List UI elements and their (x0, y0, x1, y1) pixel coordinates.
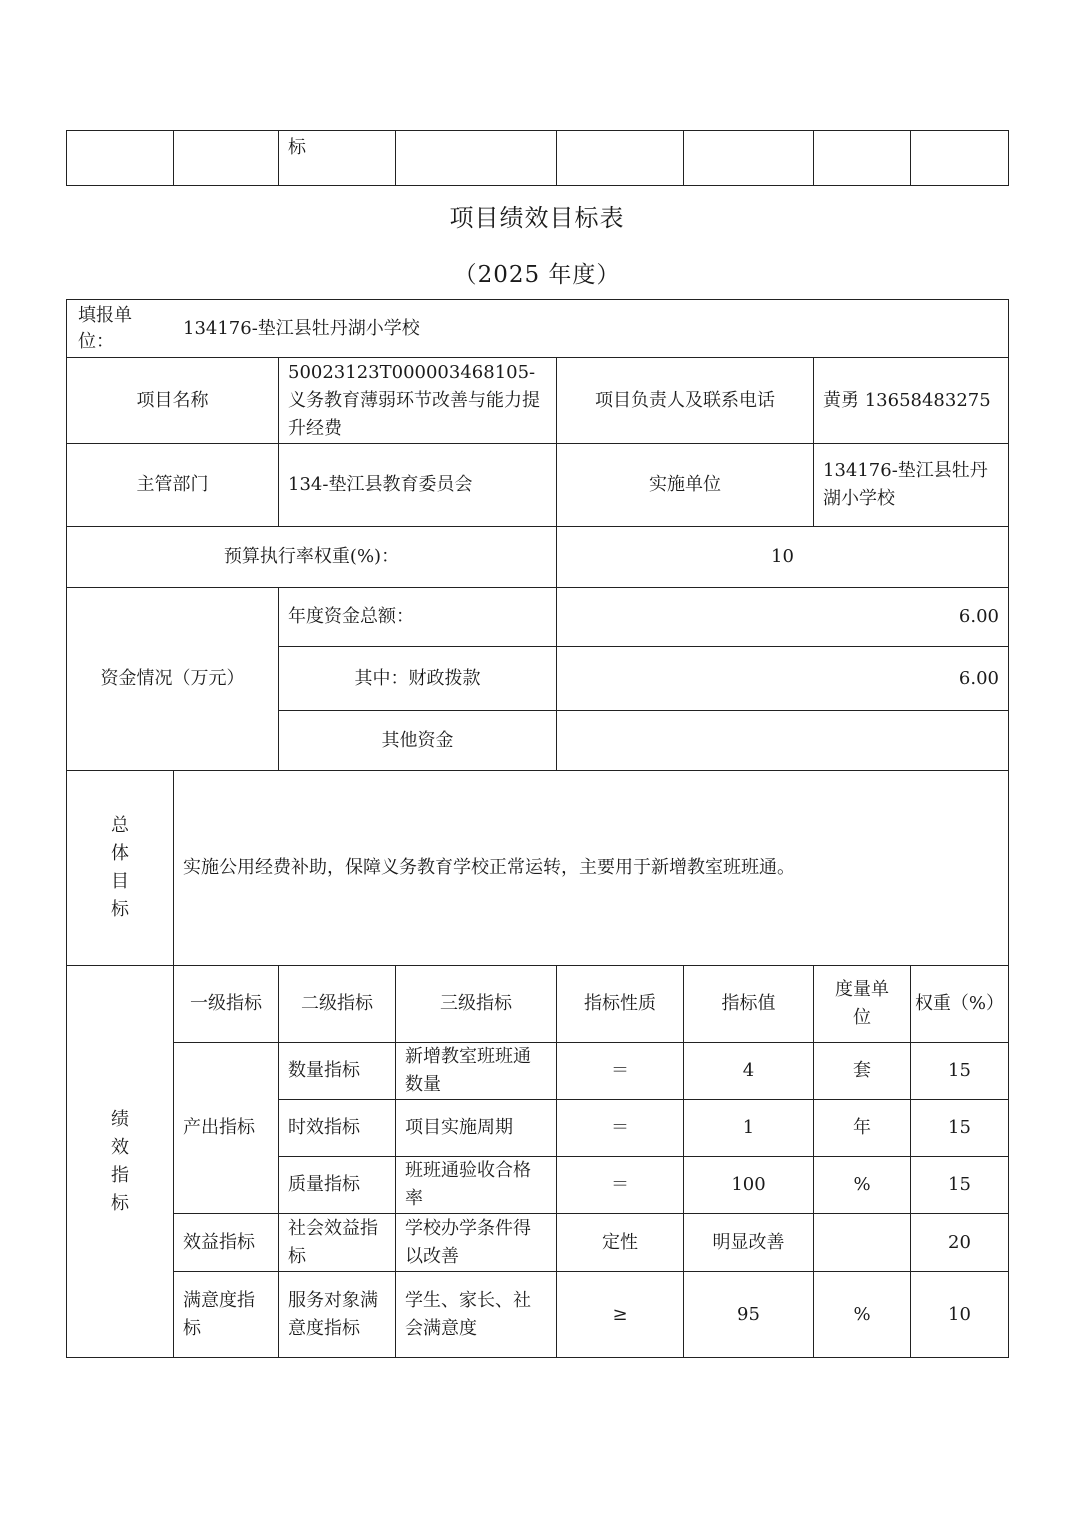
unit-cell: % (814, 1157, 911, 1214)
header-cell: 一级指标 (174, 966, 279, 1043)
fund-fiscal-value: 6.00 (557, 647, 1009, 711)
unit-cell: % (814, 1272, 911, 1358)
budget-weight-value: 10 (557, 527, 1009, 588)
budget-weight-label: 预算执行率权重(%)： (67, 527, 557, 588)
header-cell: 指标值 (684, 966, 814, 1043)
value-cell: 95 (684, 1272, 814, 1358)
budget-weight-row (67, 527, 1009, 588)
contact-label: 项目负责人及联系电话 (557, 358, 814, 444)
project-name-label: 项目名称 (67, 358, 279, 444)
contact-value: 黄勇 13658483275 (814, 358, 1009, 444)
fragment-cell (911, 131, 1009, 186)
unit-cell: 套 (814, 1043, 911, 1100)
unit-value: 134176-垫江县牡丹湖小学校 (183, 317, 420, 339)
fragment-cell-text: 标 (279, 131, 396, 186)
nature-cell: ＝ (557, 1157, 684, 1214)
project-name-value: 50023123T000003468105-义务教育薄弱环节改善与能力提升经费 (279, 358, 557, 444)
impl-value: 134176-垫江县牡丹湖小学校 (814, 444, 1009, 527)
fund-fiscal-label: 其中：财政拨款 (279, 647, 557, 711)
unit-cell: 年 (814, 1100, 911, 1157)
l2-cell: 数量指标 (279, 1043, 396, 1100)
dept-value: 134-垫江县教育委员会 (279, 444, 557, 527)
header-cell: 权重（%） (911, 966, 1009, 1043)
nature-cell: 定性 (557, 1214, 684, 1272)
previous-table-fragment (66, 130, 1009, 186)
impl-label: 实施单位 (557, 444, 814, 527)
fragment-cell (174, 131, 279, 186)
l3-cell: 项目实施周期 (396, 1100, 557, 1157)
table-row (67, 1214, 1009, 1272)
nature-cell: ≥ (557, 1272, 684, 1358)
nature-cell: ＝ (557, 1100, 684, 1157)
fragment-cell (684, 131, 814, 186)
goal-label-cell (67, 771, 174, 966)
header-cell: 指标性质 (557, 966, 684, 1043)
weight-cell: 15 (911, 1043, 1009, 1100)
header-cell: 二级指标 (279, 966, 396, 1043)
fund-other-value (557, 711, 1009, 771)
unit-label: 填报单位： (78, 304, 132, 352)
fund-label: 资金情况（万元） (67, 588, 279, 771)
l3-cell: 新增教室班班通数量 (396, 1043, 557, 1100)
l2-cell: 服务对象满意度指标 (279, 1272, 396, 1358)
l1-cell: 产出指标 (174, 1043, 279, 1214)
header-cell: 度量单位 (814, 966, 911, 1043)
l3-cell: 学生、家长、社会满意度 (396, 1272, 557, 1358)
table-row (67, 1272, 1009, 1358)
value-cell: 100 (684, 1157, 814, 1214)
performance-target-table (66, 299, 1009, 1358)
fund-other-label: 其他资金 (279, 711, 557, 771)
l1-cell: 效益指标 (174, 1214, 279, 1272)
l2-cell: 质量指标 (279, 1157, 396, 1214)
table-row (67, 1043, 1009, 1100)
fragment-cell (67, 131, 174, 186)
l3-cell: 学校办学条件得以改善 (396, 1214, 557, 1272)
weight-cell: 15 (911, 1157, 1009, 1214)
goal-text: 实施公用经费补助，保障义务教育学校正常运转，主要用于新增教室班班通。 (174, 771, 1009, 966)
weight-cell: 20 (911, 1214, 1009, 1272)
perf-label: 绩效指标 (111, 1108, 129, 1214)
indicator-header-row (67, 966, 1009, 1043)
weight-cell: 15 (911, 1100, 1009, 1157)
dept-label: 主管部门 (67, 444, 279, 527)
unit-cell (814, 1214, 911, 1272)
l2-cell: 社会效益指标 (279, 1214, 396, 1272)
fragment-cell (396, 131, 557, 186)
nature-cell: ＝ (557, 1043, 684, 1100)
goal-label: 总体目标 (111, 815, 129, 920)
value-cell: 1 (684, 1100, 814, 1157)
fund-total-label: 年度资金总额： (279, 588, 557, 647)
header-cell: 三级指标 (396, 966, 557, 1043)
fragment-cell (814, 131, 911, 186)
fund-total-row (67, 588, 1009, 647)
value-cell: 4 (684, 1043, 814, 1100)
weight-cell: 10 (911, 1272, 1009, 1358)
goal-row (67, 771, 1009, 966)
department-row (67, 444, 1009, 527)
project-row (67, 358, 1009, 444)
page-title: 项目绩效目标表 (449, 204, 625, 232)
unit-row (67, 300, 1009, 358)
value-cell: 明显改善 (684, 1214, 814, 1272)
fund-total-value: 6.00 (557, 588, 1009, 647)
l1-cell: 满意度指标 (174, 1272, 279, 1358)
perf-label-cell (67, 966, 174, 1358)
l3-cell: 班班通验收合格率 (396, 1157, 557, 1214)
unit-cell (67, 300, 1009, 358)
fragment-cell (557, 131, 684, 186)
page-subtitle: （2025 年度） (453, 262, 621, 288)
l2-cell: 时效指标 (279, 1100, 396, 1157)
